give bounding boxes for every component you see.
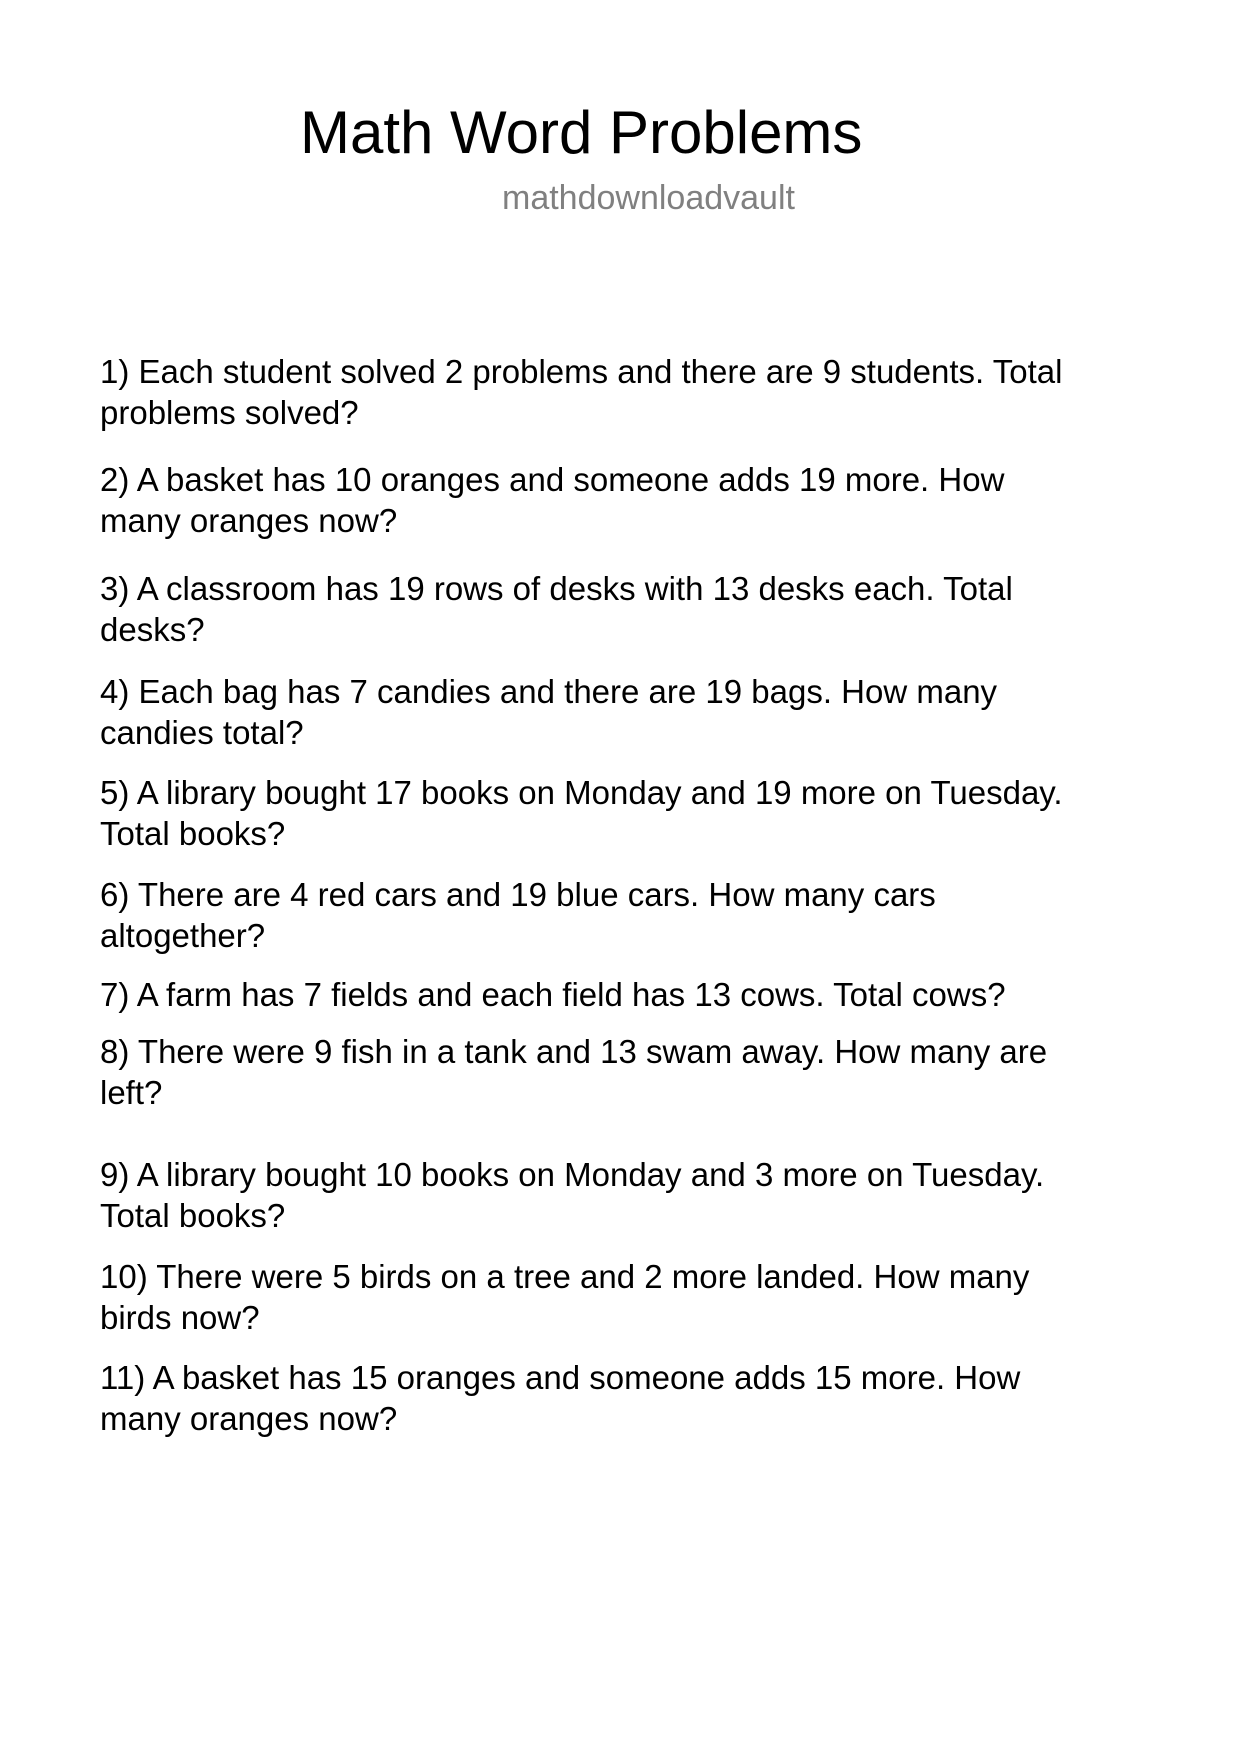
problem-7-line-1: 7) A farm has 7 fields and each field has 13 cows. Total cows? — [100, 976, 1006, 1013]
problem-item-11 — [100, 1357, 1020, 1439]
problem-item-10 — [100, 1256, 1029, 1338]
problem-3-line-1: 3) A classroom has 19 rows of desks with 13 desks each. Total — [100, 570, 1013, 607]
page-subtitle: mathdownloadvault — [502, 179, 795, 217]
problem-item-3 — [100, 568, 1013, 650]
problem-item-8 — [100, 1031, 1047, 1113]
problem-8-line-1: 8) There were 9 fish in a tank and 13 swam away. How many are — [100, 1033, 1048, 1070]
problem-9-line-2: Total books? — [100, 1197, 286, 1234]
problem-item-7 — [100, 974, 1006, 1015]
problem-8-line-2: left? — [100, 1074, 163, 1111]
problem-2-line-2: many oranges now? — [100, 502, 398, 539]
problem-item-1 — [100, 351, 1062, 433]
problem-item-9 — [100, 1154, 1044, 1236]
problem-2-line-1: 2) A basket has 10 oranges and someone adds 19 more. How — [100, 461, 1005, 498]
problem-11-line-2: many oranges now? — [100, 1400, 398, 1437]
problem-5-line-2: Total books? — [100, 815, 286, 852]
problem-4-line-2: candies total? — [100, 714, 304, 751]
problem-10-line-2: birds now? — [100, 1299, 260, 1336]
problem-4-line-1: 4) Each bag has 7 candies and there are 19 bags. How many — [100, 673, 998, 710]
problem-5-line-1: 5) A library bought 17 books on Monday and 19 more on Tuesday. — [100, 774, 1063, 811]
problem-11-line-1: 11) A basket has 15 oranges and someone adds 15 more. How — [100, 1359, 1021, 1396]
problem-6-line-2: altogether? — [100, 917, 266, 954]
problem-item-4 — [100, 671, 997, 753]
problem-1-line-2: problems solved? — [100, 394, 359, 431]
problem-item-5 — [100, 772, 1063, 854]
page-title: Math Word Problems — [300, 99, 863, 166]
problem-10-line-1: 10) There were 5 birds on a tree and 2 more landed. How many — [100, 1258, 1030, 1295]
problem-item-2 — [100, 459, 1004, 541]
problem-3-line-2: desks? — [100, 611, 205, 648]
problem-1-line-1: 1) Each student solved 2 problems and there are 9 students. Total — [100, 353, 1063, 390]
problem-item-6 — [100, 874, 936, 956]
problem-9-line-1: 9) A library bought 10 books on Monday and 3 more on Tuesday. — [100, 1156, 1045, 1193]
problem-6-line-1: 6) There are 4 red cars and 19 blue cars. How many cars — [100, 876, 936, 913]
